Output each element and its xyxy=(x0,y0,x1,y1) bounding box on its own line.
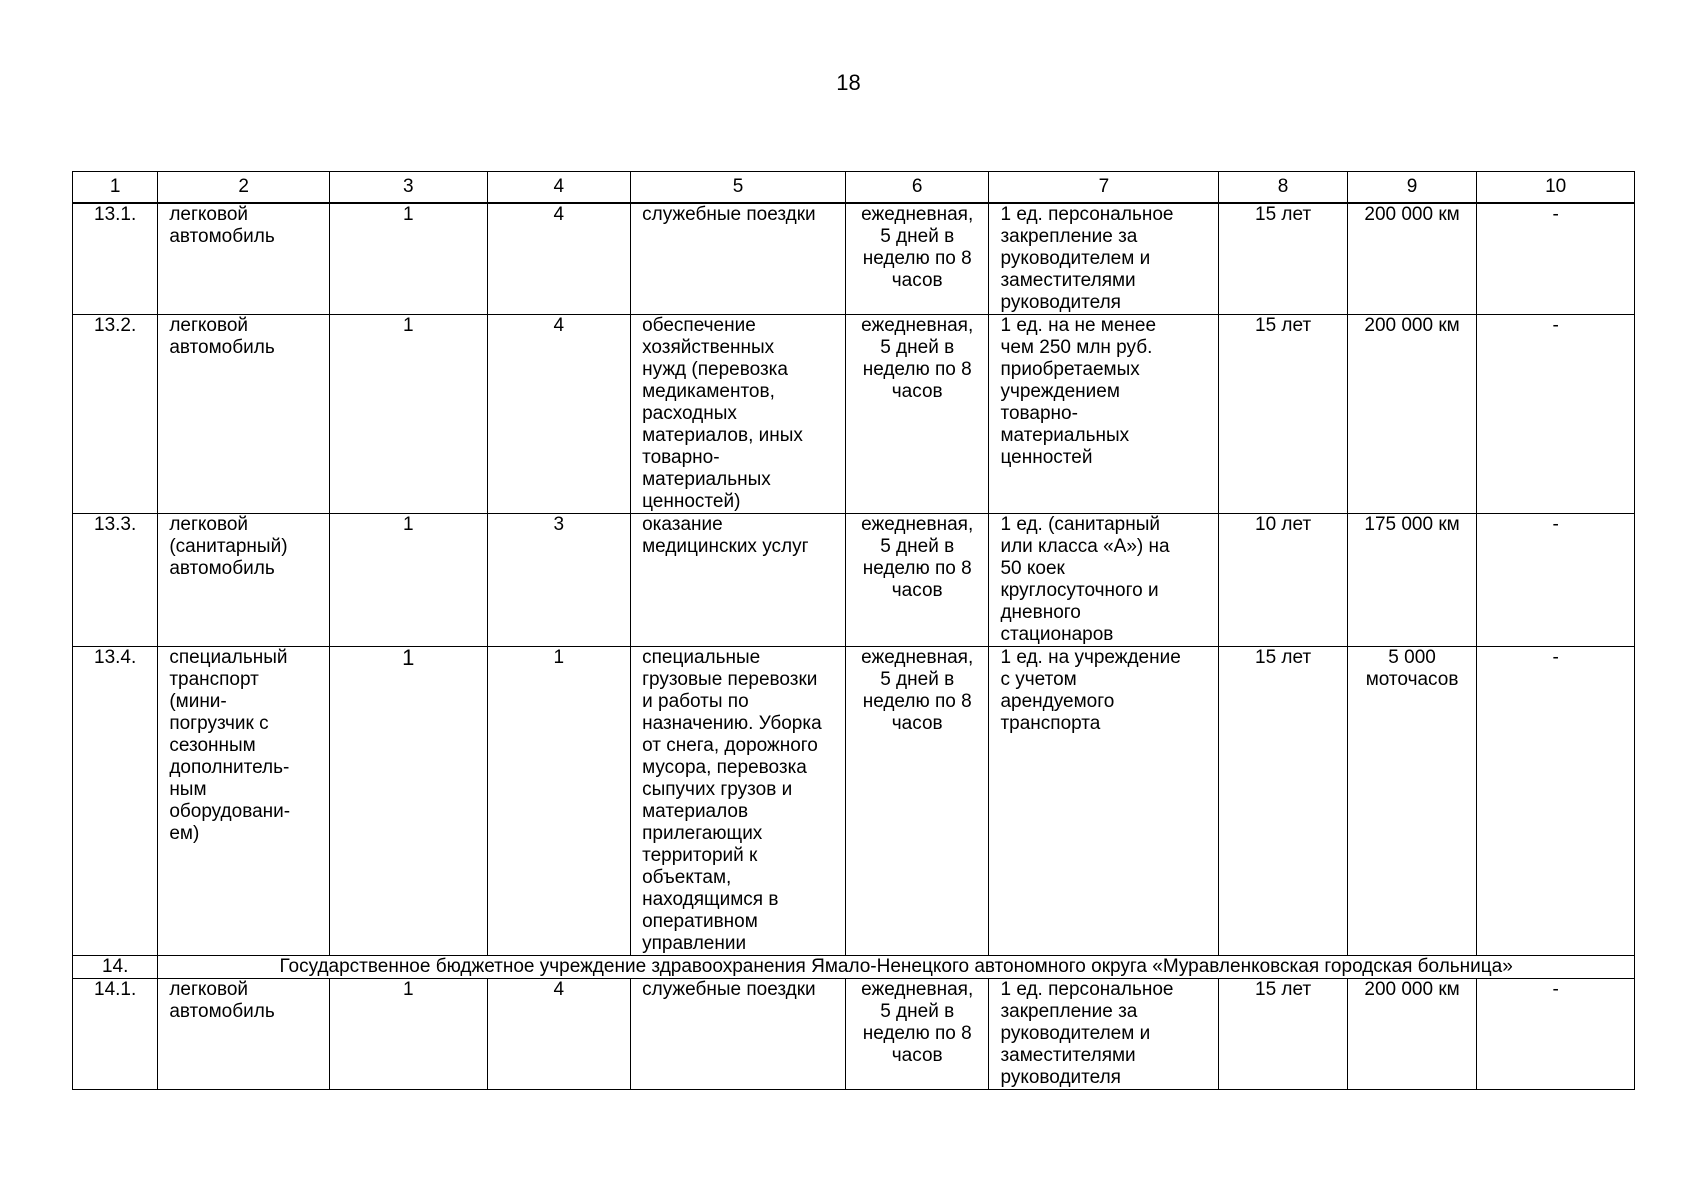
cell-col4: 4 xyxy=(487,315,631,514)
header-cell: 1 xyxy=(73,172,158,204)
vehicle-purpose: служебные поездки xyxy=(631,203,846,315)
cell-col4: 3 xyxy=(487,514,631,647)
section-number: 14. xyxy=(73,956,158,979)
table-header-row xyxy=(73,172,1635,204)
header-cell: 8 xyxy=(1219,172,1347,204)
usage-mode: ежедневная, 5 дней в неделю по 8 часов xyxy=(845,647,989,956)
vehicle-type: легковой автомобиль xyxy=(158,203,330,315)
mileage: 5 000 моточасов xyxy=(1347,647,1476,956)
cell-col3: 1 xyxy=(329,203,487,315)
cell-col4: 1 xyxy=(487,647,631,956)
usage-mode: ежедневная, 5 дней в неделю по 8 часов xyxy=(845,315,989,514)
header-cell: 9 xyxy=(1347,172,1476,204)
service-term: 15 лет xyxy=(1219,979,1347,1090)
row-number: 13.2. xyxy=(73,315,158,514)
norm-description: 1 ед. на не менее чем 250 млн руб. приобретаемых учреждением товарно- материальных ценностей xyxy=(989,315,1219,514)
vehicle-purpose: оказание медицинских услуг xyxy=(631,514,846,647)
row-number: 13.4. xyxy=(73,647,158,956)
header-cell: 5 xyxy=(631,172,846,204)
row-number: 13.3. xyxy=(73,514,158,647)
norm-description: 1 ед. (санитарный или класса «А») на 50 коек круглосуточного и дневного стационаров xyxy=(989,514,1219,647)
vehicle-type: легковой автомобиль xyxy=(158,979,330,1090)
table-row xyxy=(73,647,1635,956)
service-term: 10 лет xyxy=(1219,514,1347,647)
mileage: 200 000 км xyxy=(1347,203,1476,315)
table-row xyxy=(73,514,1635,647)
header-cell: 3 xyxy=(329,172,487,204)
row-number: 13.1. xyxy=(73,203,158,315)
table-row xyxy=(73,315,1635,514)
service-term: 15 лет xyxy=(1219,203,1347,315)
norm-description: 1 ед. на учреждение с учетом арендуемого транспорта xyxy=(989,647,1219,956)
page-number: 18 xyxy=(836,70,861,95)
service-term: 15 лет xyxy=(1219,647,1347,956)
cell-col4: 4 xyxy=(487,979,631,1090)
usage-mode: ежедневная, 5 дней в неделю по 8 часов xyxy=(845,514,989,647)
norm-description: 1 ед. персональное закрепление за руководителем и заместителями руководителя xyxy=(989,203,1219,315)
cell-col3: 1 xyxy=(329,514,487,647)
table-row xyxy=(73,203,1635,315)
vehicle-type: легковой автомобиль xyxy=(158,315,330,514)
cell-col4: 4 xyxy=(487,203,631,315)
usage-mode: ежедневная, 5 дней в неделю по 8 часов xyxy=(845,979,989,1090)
service-term: 15 лет xyxy=(1219,315,1347,514)
cell-col3: 1 xyxy=(329,647,487,956)
header-cell: 7 xyxy=(989,172,1219,204)
usage-mode: ежедневная, 5 дней в неделю по 8 часов xyxy=(845,203,989,315)
vehicle-purpose: обеспечение хозяйственных нужд (перевозка медикаментов, расходных материалов, иных товарно- материальных ценностей) xyxy=(631,315,846,514)
mileage: 175 000 км xyxy=(1347,514,1476,647)
vehicle-purpose: служебные поездки xyxy=(631,979,846,1090)
vehicle-type: легковой (санитарный) автомобиль xyxy=(158,514,330,647)
cell-col10: - xyxy=(1477,315,1635,514)
mileage: 200 000 км xyxy=(1347,979,1476,1090)
cell-col3: 1 xyxy=(329,979,487,1090)
mileage: 200 000 км xyxy=(1347,315,1476,514)
cell-col3: 1 xyxy=(329,315,487,514)
row-number: 14.1. xyxy=(73,979,158,1090)
section-row xyxy=(73,956,1635,979)
cell-col10: - xyxy=(1477,979,1635,1090)
section-title: Государственное бюджетное учреждение здравоохранения Ямало-Ненецкого автономного округа «Муравленковская городская больница» xyxy=(158,956,1635,979)
header-cell: 10 xyxy=(1477,172,1635,204)
header-cell: 6 xyxy=(845,172,989,204)
header-cell: 4 xyxy=(487,172,631,204)
vehicle-purpose: специальные грузовые перевозки и работы по назначению. Уборка от снега, дорожного мусора, перевозка сыпучих грузов и материалов прилегающих территорий к объектам, находящимся в оперативном управлении xyxy=(631,647,846,956)
cell-col10: - xyxy=(1477,647,1635,956)
table-row xyxy=(73,979,1635,1090)
vehicle-type: специальный транспорт (мини- погрузчик с сезонным дополнитель- ным оборудовани- ем) xyxy=(158,647,330,956)
vehicle-norms-table xyxy=(72,171,1635,1090)
cell-col10: - xyxy=(1477,203,1635,315)
header-cell: 2 xyxy=(158,172,330,204)
norm-description: 1 ед. персональное закрепление за руководителем и заместителями руководителя xyxy=(989,979,1219,1090)
cell-col10: - xyxy=(1477,514,1635,647)
